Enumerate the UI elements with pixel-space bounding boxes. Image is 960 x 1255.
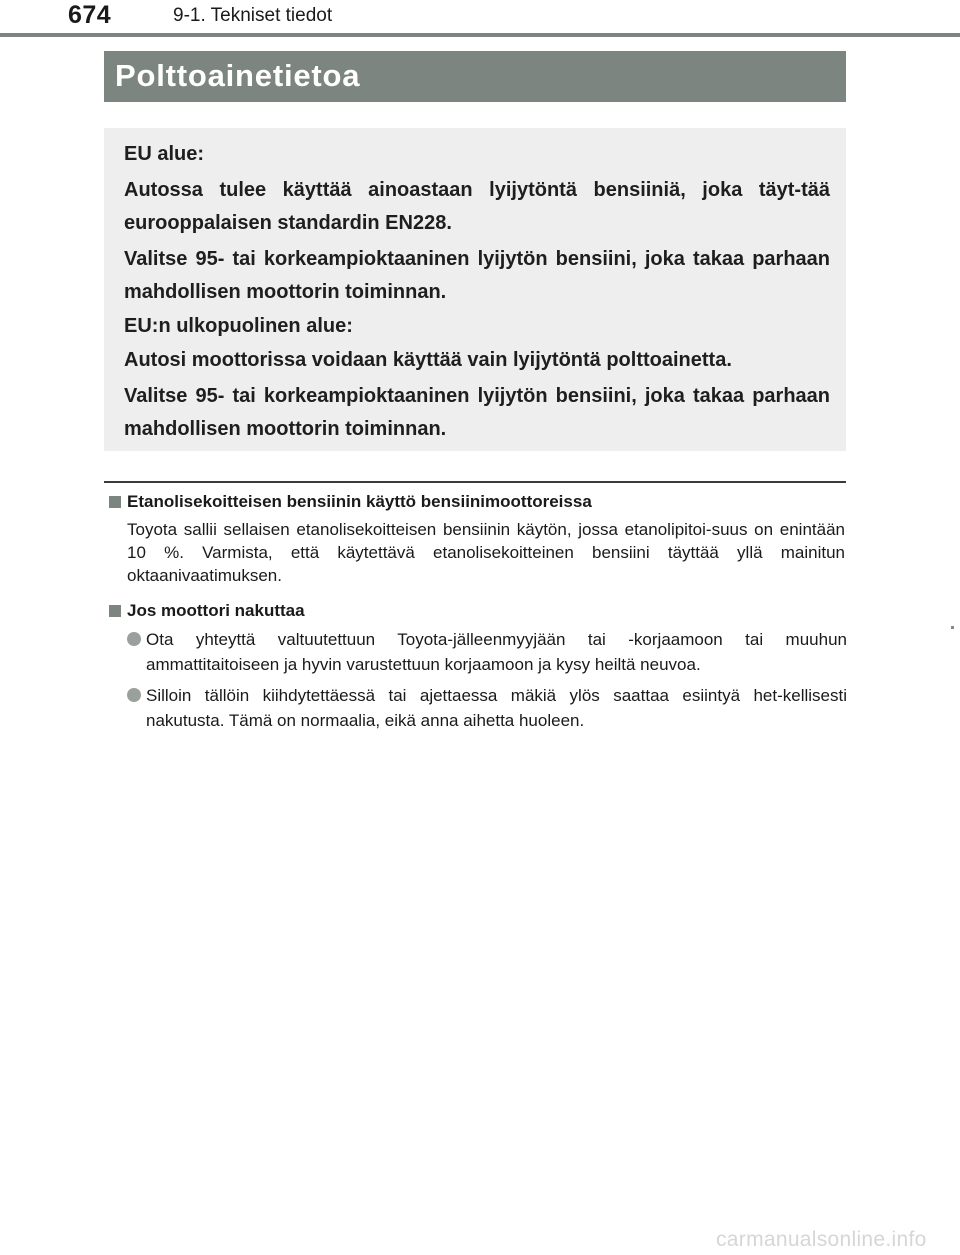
circle-bullet-icon: [127, 632, 141, 646]
knocking-heading-text: Jos moottori nakuttaa: [127, 601, 305, 620]
non-eu-octane-recommendation: Valitse 95- tai korkeampioktaaninen lyijytön bensiini, joka takaa parhaan mahdollisen moottorin toiminnan.: [124, 385, 830, 440]
square-bullet-icon: [109, 605, 121, 617]
edge-mark: [951, 626, 954, 629]
eu-fuel-requirement: Autossa tulee käyttää ainoastaan lyijytöntä bensiiniä, joka täyt-tää eurooppalaisen standardin EN228.: [124, 179, 830, 234]
bullet-text: Ota yhteyttä valtuutettuun Toyota-jälleenmyyjään tai -korjaamoon tai muuhun ammattitaitoiseen ja hyvin varustettuun korjaamoon ja kysy heiltä neuvoa.: [146, 630, 847, 674]
eu-region-label: EU alue:: [124, 143, 205, 165]
section-banner: [104, 51, 846, 102]
square-bullet-icon: [109, 496, 121, 508]
section-divider: [104, 481, 846, 483]
watermark: carmanualsonline.info: [716, 1228, 927, 1251]
page-number: 674: [68, 1, 112, 29]
list-item: [127, 627, 847, 677]
eu-octane-recommendation: Valitse 95- tai korkeampioktaaninen lyijytön bensiini, joka takaa parhaan mahdollisen moottorin toiminnan.: [124, 248, 830, 303]
section-title: Polttoainetietoa: [115, 58, 361, 93]
bullet-text: Silloin tällöin kiihdytettäessä tai ajettaessa mäkiä ylös saattaa esiintyä het-kellisesti nakutusta. Tämä on normaalia, eikä anna aihetta huoleen.: [146, 686, 847, 730]
non-eu-region-label: EU:n ulkopuolinen alue:: [124, 315, 353, 337]
ethanol-heading: [109, 491, 592, 513]
knocking-heading: [109, 600, 305, 622]
fuel-info-box: [104, 128, 846, 451]
chapter-title: 9-1. Tekniset tiedot: [173, 5, 333, 26]
ethanol-body: Toyota sallii sellaisen etanolisekoitteisen bensiinin käytön, jossa etanolipitoi-suus on enintään 10 %. Varmista, että käytettävä etanolisekoitteinen bensiini täyttää yllä mainitun oktaanivaatimuksen.: [127, 520, 845, 585]
list-item: [127, 683, 847, 733]
header-rule: [0, 33, 960, 37]
ethanol-heading-text: Etanolisekoitteisen bensiinin käyttö bensiinimoottoreissa: [127, 492, 592, 511]
non-eu-fuel-requirement: Autosi moottorissa voidaan käyttää vain lyijytöntä polttoainetta.: [124, 349, 732, 371]
circle-bullet-icon: [127, 688, 141, 702]
